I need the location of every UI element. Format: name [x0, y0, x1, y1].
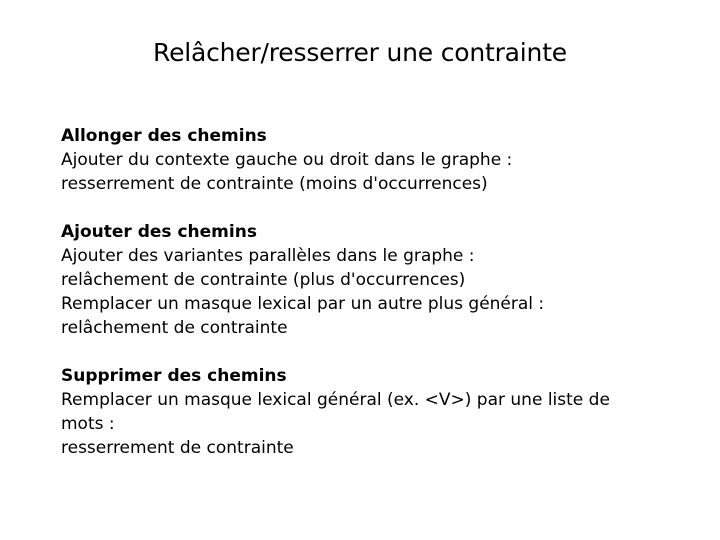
section-line: Ajouter des variantes parallèles dans le graphe :: [61, 246, 475, 266]
section-heading: Ajouter des chemins: [61, 222, 257, 242]
section-ajouter: [61, 220, 681, 340]
section-line: relâchement de contrainte: [61, 318, 288, 338]
section-allonger: [61, 124, 681, 196]
section-line: Remplacer un masque lexical général (ex. <V>) par une liste de: [61, 390, 610, 410]
section-line: resserrement de contrainte (moins d'occurrences): [61, 174, 488, 194]
slide-title: Relâcher/resserrer une contrainte: [153, 38, 567, 67]
slide-content: [61, 124, 681, 484]
section-line: Ajouter du contexte gauche ou droit dans le graphe :: [61, 150, 513, 170]
section-line: mots :: [61, 414, 115, 434]
section-line: relâchement de contrainte (plus d'occurrences): [61, 270, 466, 290]
section-heading: Supprimer des chemins: [61, 366, 287, 386]
section-heading: Allonger des chemins: [61, 126, 267, 146]
section-line: Remplacer un masque lexical par un autre plus général :: [61, 294, 545, 314]
section-supprimer: [61, 364, 681, 460]
section-line: resserrement de contrainte: [61, 438, 294, 458]
